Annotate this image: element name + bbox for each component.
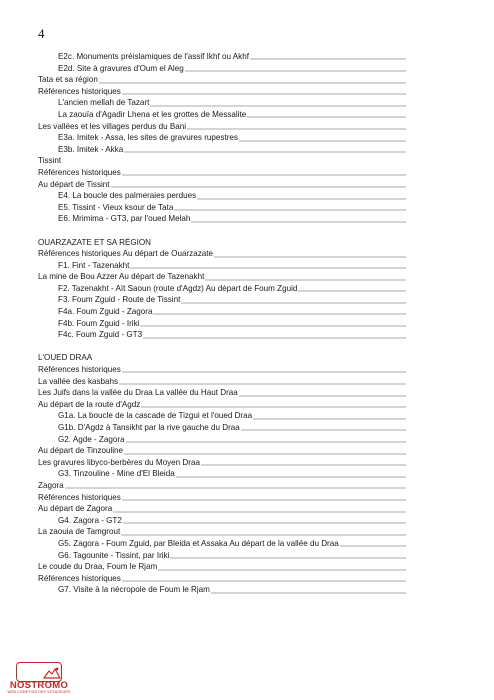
dot-leader [181,302,406,304]
dot-leader [253,418,406,420]
toc-entry [38,318,406,330]
table-of-contents [38,51,406,596]
toc-entry [38,51,406,63]
toc-entry [38,306,406,318]
dot-leader [187,128,406,130]
dot-leader [111,186,406,188]
dot-leader [123,522,406,524]
dot-leader [211,592,406,594]
toc-entry-text: Références historiques [38,365,121,375]
toc-entry-text: La zaouïa d'Agadir Lhena et les grottes de Messalite [58,109,247,119]
toc-entry-text: G3. Tinzouline - Mine d'El Bleida [58,469,175,479]
toc-entry-text: Références historiques [38,492,121,502]
dot-leader [250,58,406,60]
toc-entry [38,248,406,260]
dot-leader [205,279,406,281]
dot-leader [122,93,406,95]
dot-leader [170,557,406,559]
dot-leader [126,441,406,443]
toc-entry [38,364,406,376]
toc-entry-text: E4. La boucle des palmeraies perdues [58,191,197,201]
toc-entry-text: F2. Tazenakht - Aït Saoun (route d'Agdz) Au départ de Foum Zguid [58,283,298,293]
toc-entry-text: Les vallées et les villages perdus du Bani [38,121,187,131]
toc-entry-text: F4c. Foum Zguid - GT3 [58,330,143,340]
nostromo-logo [4,662,74,696]
dot-leader [113,511,406,513]
dot-leader [65,487,406,489]
toc-entry-text: La vallée des kasbahs [38,376,119,386]
toc-entry [38,480,406,492]
dot-leader [150,105,406,107]
page-number: 4 [38,26,45,41]
toc-entry [38,294,406,306]
toc-entry-text: Tissint [38,156,62,166]
toc-entry [38,121,406,133]
toc-entry-text: La zaouia de Tamgrout [38,527,121,537]
toc-entry [38,387,406,399]
toc-entry-text: Au départ de Zagora [38,504,113,514]
dot-leader [191,221,406,223]
logo-frame [16,662,62,682]
toc-block-3 [38,364,406,596]
toc-entry [38,202,406,214]
toc-entry-text: Au départ de Tinzouline [38,446,124,456]
section-title-ouarzazate: OUARZAZATE ET SA RÉGION [38,237,152,247]
toc-entry [38,271,406,283]
toc-entry-text: E6. Mrimima - GT3, par l'oued Melah [58,214,191,224]
dot-leader [185,70,406,72]
toc-entry [38,515,406,527]
toc-entry [38,550,406,562]
toc-entry-text: E2d. Site à gravures d'Oum el Aleg [58,63,184,73]
dot-leader [197,198,406,200]
logo-name: NOSTROMO [9,680,69,691]
dot-leader [201,464,406,466]
toc-entry-text: Zagora [38,480,64,490]
dot-leader [239,140,406,142]
dot-leader [143,337,406,339]
toc-entry [38,260,406,272]
toc-entry-text: G4. Zagora - GT2 [58,515,122,525]
toc-entry [38,167,406,179]
spacer [38,341,406,353]
toc-entry [38,144,406,156]
toc-entry-text: Les gravures libyco-berbères du Moyen Draa [38,457,200,467]
toc-entry-text: G2. Agde - Zagora [58,434,125,444]
dot-leader [298,290,406,292]
dot-leader [122,580,406,582]
toc-entry [38,74,406,86]
toc-entry [38,538,406,550]
toc-entry-text: G5. Zagora - Foum Zguid, par Bleida et Assaka Au départ de la vallée du Draa [58,538,339,548]
toc-entry [38,97,406,109]
dot-leader [130,267,406,269]
toc-entry [38,376,406,388]
toc-entry [38,283,406,295]
dot-leader [119,383,406,385]
dot-leader [140,325,406,327]
dot-leader [153,313,406,315]
toc-entry [38,213,406,225]
toc-entry [38,492,406,504]
toc-entry [38,468,406,480]
toc-entry [38,190,406,202]
toc-entry [38,63,406,75]
toc-entry-text: Tata et sa région [38,75,98,85]
toc-entry [38,155,406,167]
dot-leader [241,429,406,431]
toc-entry [38,561,406,573]
toc-entry [38,503,406,515]
toc-block-2 [38,248,406,341]
toc-entry [38,399,406,411]
toc-entry [38,179,406,191]
dot-leader [158,569,406,571]
dot-leader [99,82,406,84]
toc-entry-text: Références historiques [38,573,121,583]
toc-entry-text: G1a. La boucle de la cascade de Tizgui et l'oued Draa [58,411,253,421]
dot-leader [122,371,406,373]
toc-entry [38,457,406,469]
dot-leader [340,545,406,547]
dot-leader [247,116,406,118]
dot-leader [176,476,406,478]
dot-leader [174,209,406,211]
toc-entry [38,410,406,422]
toc-entry-text: L'ancien mellah de Tazart [58,98,150,108]
toc-entry-text: Au départ de la route d'Agdz [38,399,141,409]
dot-leader [122,174,406,176]
toc-entry-text: F1. Fint - Tazenakht [58,260,130,270]
toc-entry-text: Références historiques [38,86,121,96]
mountain-icon [43,666,61,679]
toc-entry [38,573,406,585]
dot-leader [124,151,406,153]
toc-entry-text: F3. Foum Zguid - Route de Tissint [58,295,181,305]
spacer [38,225,406,237]
toc-entry-text: F4b. Foum Zguid - Iriki [58,318,140,328]
toc-entry-text: F4a. Foum Zguid - Zagora [58,307,153,317]
dot-leader [214,256,406,258]
dot-leader [121,534,406,536]
toc-entry-text: G6. Tagounite - Tissint, par Iriki [58,550,170,560]
toc-entry [38,526,406,538]
toc-entry-text: La mine de Bou Azzer Au départ de Tazenakht [38,272,205,282]
toc-entry-text: Les Juifs dans la vallée du Draa La vallée du Haut Draa [38,388,238,398]
toc-entry [38,434,406,446]
toc-entry-text: Références historiques Au départ de Ouarzazate [38,249,214,259]
toc-entry [38,445,406,457]
toc-entry [38,329,406,341]
toc-entry [38,109,406,121]
dot-leader [122,499,406,501]
dot-leader [124,453,406,455]
toc-entry-text: Au départ de Tissint [38,179,110,189]
toc-entry [38,86,406,98]
toc-entry-text: E3a. Imitek - Assa, les sites de gravures rupestres [58,133,238,143]
toc-entry-text: E2c. Monuments préislamiques de l'assif Ikhf ou Akhf [58,52,249,61]
section-title-oued-draa: L'OUED DRAA [38,353,93,363]
toc-entry [38,422,406,434]
logo-tagline: WEB COMPTOIR DES VOYAGEURS [7,690,71,694]
toc-entry-text: E5. Tissint - Vieux ksour de Tata [58,202,174,212]
toc-entry-text: G1b. D'Agdz à Tansikht par la rive gauche du Draa [58,423,240,432]
toc-entry-text: E3b. Imitek - Akka [58,144,124,154]
toc-entry [38,132,406,144]
toc-block-1 [38,51,406,225]
dot-leader [141,406,406,408]
toc-entry-text: G7. Visite à la nécropole de Foum le Rjam [58,585,210,595]
toc-entry-text: Références historiques [38,167,121,177]
dot-leader [239,395,406,397]
toc-entry-text: Le coude du Draa, Foum le Rjam [38,562,158,572]
toc-entry [38,584,406,596]
